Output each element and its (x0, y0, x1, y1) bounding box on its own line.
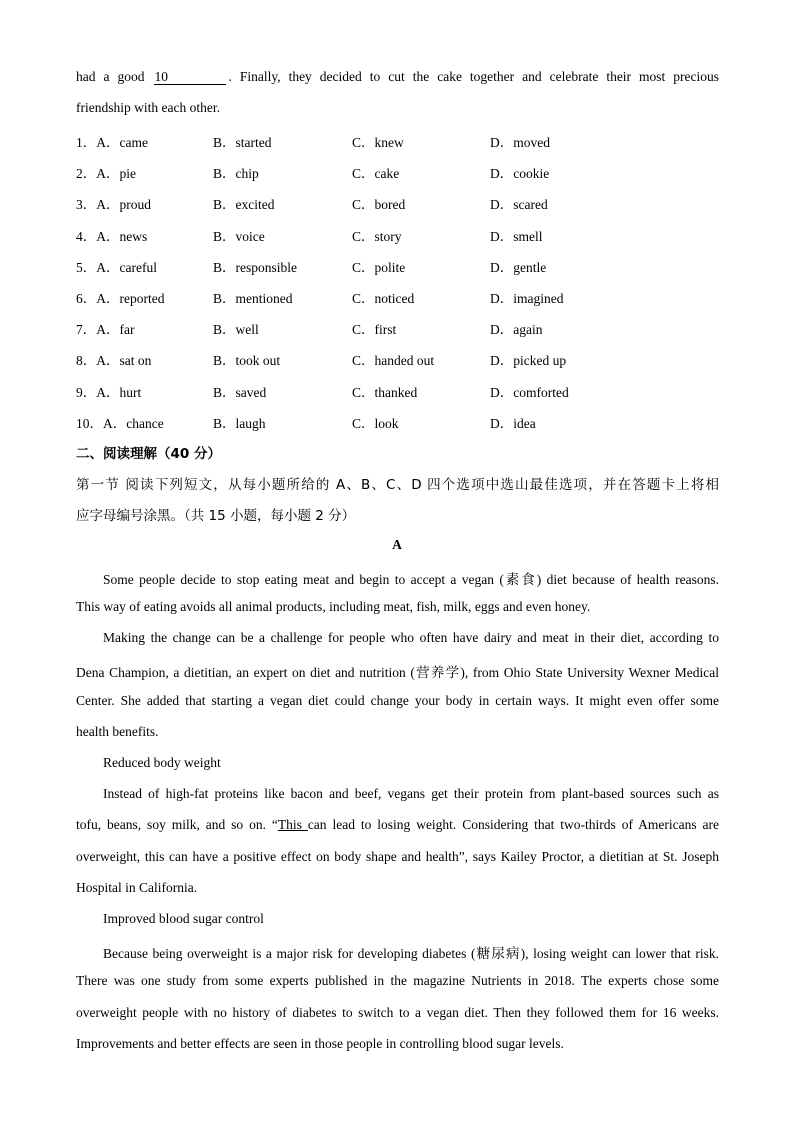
option-c: C．handed out (352, 353, 435, 368)
option-a: 10．A．chance (76, 416, 164, 431)
option-d: D．moved (490, 135, 550, 150)
option-row-3 (76, 193, 736, 211)
paragraph-line: Improvements and better effects are seen in those people in controlling blood sugar levels. (76, 1036, 564, 1051)
option-row-5 (76, 256, 736, 274)
option-b: B．took out (213, 353, 281, 368)
text-span: can lead to losing weight. Considering that two-thirds of Americans are (307, 817, 719, 832)
option-row-4 (76, 225, 736, 243)
text-span: tofu, beans, soy milk, and so on. “ (76, 817, 278, 832)
option-a: 4．A．news (76, 229, 148, 244)
option-row-9 (76, 381, 736, 399)
paragraph-line: This way of eating avoids all animal products, including meat, fish, milk, eggs and even honey. (76, 599, 591, 614)
paragraph-line: Instead of high-fat proteins like bacon and beef, vegans get their protein from plant-based sources such as (103, 786, 719, 801)
paragraph-line: Making the change can be a challenge for people who often have dairy and meat in their diet, according to (103, 630, 719, 645)
option-a: 5．A．careful (76, 260, 157, 275)
intro-line-2: friendship with each other. (76, 100, 220, 115)
option-d: D．picked up (490, 353, 567, 368)
option-b: B．started (213, 135, 272, 150)
paragraph-line: Because being overweight is a major risk for developing diabetes (糖尿病), losing weight can lower that risk. (103, 946, 719, 961)
option-b: B．responsible (213, 260, 297, 275)
option-c: C．bored (352, 197, 406, 212)
option-d: D．smell (490, 229, 543, 244)
section-instructions-1: 第一节 阅读下列短文，从每小题所给的 A、B、C、D 四个选项中选山最佳选项，并在答题卡上将相 (76, 477, 719, 493)
paragraph-line: Hospital in California. (76, 880, 198, 895)
option-c: C．noticed (352, 291, 415, 306)
paragraph-line (76, 817, 719, 833)
section-heading: 二、阅读理解（40 分） (76, 446, 221, 462)
option-a: 1．A．came (76, 135, 148, 150)
paragraph-line: overweight, this can have a positive effect on body shape and health”, says Kailey Proctor, a dietitian at St. Joseph (76, 849, 719, 864)
option-c: C．story (352, 229, 402, 244)
option-b: B．laugh (213, 416, 266, 431)
option-row-7 (76, 318, 736, 336)
option-a: 6．A．reported (76, 291, 165, 306)
paragraph-line: There was one study from some experts published in the magazine Nutrients in 2018. The experts chose some (76, 973, 719, 988)
paragraph-line: overweight people with no history of diabetes to switch to a vegan diet. Then they followed them for 16 weeks. (76, 1005, 719, 1020)
paragraph-line: Dena Champion, a dietitian, an expert on diet and nutrition (营养学), from Ohio State University Wexner Medical (76, 665, 719, 680)
option-b: B．voice (213, 229, 265, 244)
intro-text-cont: . Finally, they decided to cut the cake together and celebrate their most precious (228, 69, 720, 84)
option-a: 8．A．sat on (76, 353, 152, 368)
option-c: C．first (352, 322, 397, 337)
option-a: 2．A．pie (76, 166, 136, 181)
option-d: D．cookie (490, 166, 550, 181)
option-b: B．saved (213, 385, 267, 400)
option-d: D．imagined (490, 291, 564, 306)
subheading: Improved blood sugar control (103, 911, 264, 926)
option-a: 7．A．far (76, 322, 135, 337)
option-a: 9．A．hurt (76, 385, 142, 400)
option-d: D．gentle (490, 260, 547, 275)
option-c: C．thanked (352, 385, 418, 400)
intro-text: had a good (76, 69, 145, 84)
option-b: B．chip (213, 166, 259, 181)
option-c: C．cake (352, 166, 400, 181)
blank-10: 10 (154, 70, 226, 85)
option-c: C．look (352, 416, 399, 431)
option-row-8 (76, 349, 736, 367)
option-d: D．scared (490, 197, 548, 212)
option-a: 3．A．proud (76, 197, 151, 212)
option-c: C．knew (352, 135, 404, 150)
option-row-6 (76, 287, 736, 305)
option-b: B．well (213, 322, 259, 337)
option-b: B．excited (213, 197, 275, 212)
option-b: B．mentioned (213, 291, 293, 306)
paragraph-line: health benefits. (76, 724, 159, 739)
option-d: D．again (490, 322, 543, 337)
option-row-10 (76, 412, 736, 430)
option-d: D．idea (490, 416, 536, 431)
option-row-1 (76, 131, 736, 149)
option-d: D．comforted (490, 385, 569, 400)
passage-title: A (392, 537, 402, 552)
section-instructions-2: 应字母编号涂黑。（共 15 小题，每小题 2 分） (76, 508, 356, 524)
option-c: C．polite (352, 260, 406, 275)
underlined-word: This (277, 817, 308, 832)
paragraph-line: Center. She added that starting a vegan diet could change your body in certain ways. It might even offer some (76, 693, 719, 708)
paragraph-line: Some people decide to stop eating meat and begin to accept a vegan (素食) diet because of health reasons. (103, 572, 719, 587)
intro-line-1 (76, 69, 719, 85)
option-row-2 (76, 162, 736, 180)
subheading: Reduced body weight (103, 755, 221, 770)
